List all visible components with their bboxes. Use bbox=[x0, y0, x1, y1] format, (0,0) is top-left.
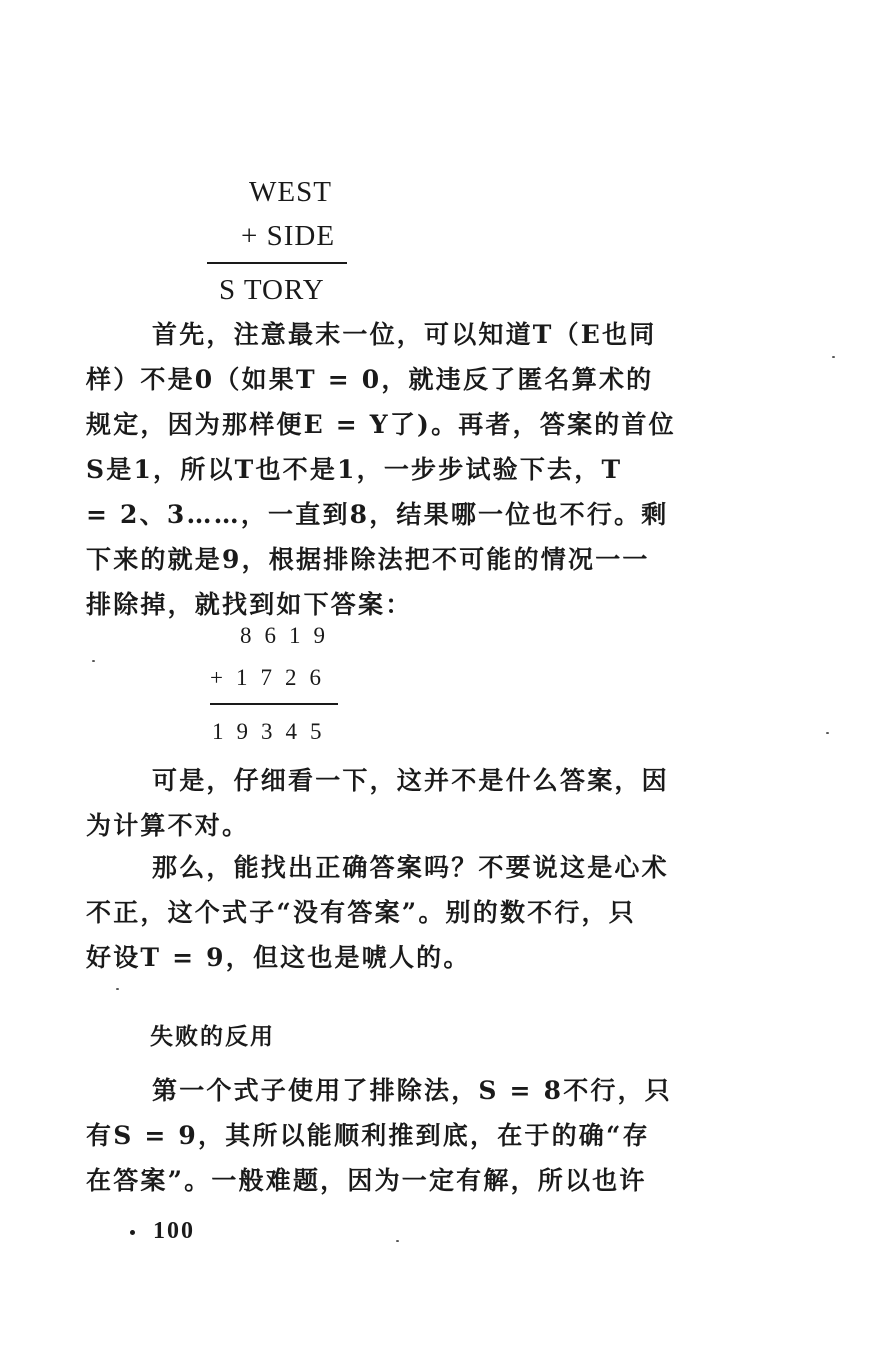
paragraph-1 bbox=[86, 312, 686, 627]
sum-rule bbox=[210, 703, 338, 705]
paragraph-line: 下来的就是9，根据排除法把不可能的情况一一 bbox=[86, 545, 650, 574]
paragraph-line: 规定，因为那样便E = Y了)。再者，答案的首位 bbox=[86, 410, 676, 439]
paragraph-line: 可是，仔细看一下，这并不是什么答案，因 bbox=[152, 766, 669, 795]
scan-speck bbox=[116, 988, 119, 990]
paragraph-line: 好设T = 9，但这也是唬人的。 bbox=[86, 943, 471, 972]
paragraph-line: 有S = 9，其所以能顺利推到底，在于的确“存 bbox=[86, 1121, 650, 1150]
bullet-dot-icon bbox=[130, 1230, 135, 1235]
paragraph-3 bbox=[86, 845, 686, 980]
section-heading: 失败的反用 bbox=[150, 1024, 275, 1050]
paragraph-line: 排除掉，就找到如下答案： bbox=[86, 590, 413, 619]
paragraph-line: 为计算不对。 bbox=[86, 811, 250, 840]
numeric-sum bbox=[210, 615, 350, 753]
paragraph-line: 首先，注意最末一位，可以知道T（E也同 bbox=[152, 320, 657, 349]
page-footer bbox=[130, 1218, 195, 1245]
page-number: 100 bbox=[153, 1218, 195, 1244]
paragraph-line: = 2、3……，一直到8，结果哪一位也不行。剩 bbox=[86, 500, 669, 529]
puzzle-addend-1: WEST bbox=[249, 176, 332, 208]
puzzle-result: S TORY bbox=[219, 274, 325, 306]
paragraph-line: S是1，所以T也不是1，一步步试验下去，T bbox=[86, 455, 623, 484]
paragraph-line: 那么，能找出正确答案吗？不要说这是心术 bbox=[152, 853, 669, 882]
paragraph-line: 在答案”。一般难题，因为一定有解，所以也许 bbox=[86, 1166, 647, 1195]
paragraph-4 bbox=[86, 1068, 686, 1203]
paragraph-2 bbox=[86, 758, 686, 848]
scan-speck bbox=[832, 356, 835, 358]
puzzle-sum-rule bbox=[207, 262, 347, 264]
paragraph-line: 不正，这个式子“没有答案”。别的数不行，只 bbox=[86, 898, 636, 927]
paragraph-line: 第一个式子使用了排除法，S = 8不行，只 bbox=[152, 1076, 673, 1105]
alphametic-puzzle bbox=[205, 170, 365, 312]
scan-speck bbox=[396, 1240, 399, 1242]
scan-speck bbox=[92, 660, 95, 662]
puzzle-addend-2: + SIDE bbox=[241, 220, 336, 252]
sum-addend-2: +1726 bbox=[210, 665, 334, 690]
scan-speck bbox=[826, 732, 829, 734]
sum-result: 19345 bbox=[212, 719, 335, 744]
sum-addend-1: 8619 bbox=[240, 623, 338, 648]
paragraph-line: 样）不是0（如果T = 0，就违反了匿名算术的 bbox=[86, 365, 654, 394]
